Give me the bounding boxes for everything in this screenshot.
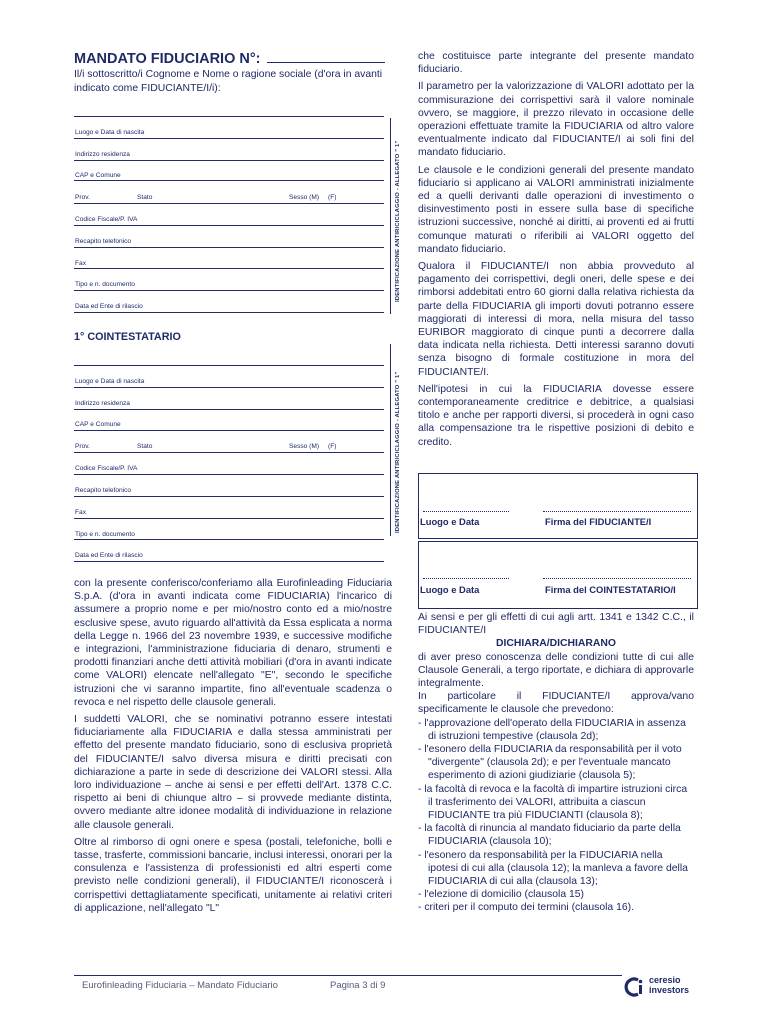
left-paragraph-1: con la presente conferisco/conferiamo alla Eurofinleading Fiduciaria S.p.A. (d'ora in avanti indicata come FIDUCIARIA) l'incarico di assumere a proprio nome e per mio/nostro conto ed a mio/nostre esclusive spese, avuto riguardo all'attività da Essa esplicata a norma della Legge n. 1966 del 23 novembre 1939, e successive modifiche e integrazioni, l'amministrazione fiduciaria di denaro, strumenti e prodotti finanziari anche detti attività mobiliari (d'ora in avanti indicate come VALORI) elencate nell'allegato "E", secondo le specifiche istruzioni che vi saranno impartite, fino all'eventuale scadenza o revoca e nel rispetto delle clausole generali. [74,578,392,708]
coint-field-label-sesso: Sesso (M) [289,443,320,450]
firma-fiduciante-label: Firma del FIDUCIANTE/I [545,516,652,527]
ceresio-logo [624,974,704,1000]
coint-luogo-data-label: Luogo e Data [420,584,480,595]
field-label-codice: Codice Fiscale/P. IVA [75,216,138,223]
right-paragraph-5: Nell'ipotesi in cui la FIDUCIARIA dovesse essere contemporaneamente creditrice e debitrice, a qualsiasi titolo e anche per rapporti diversi, si procederà in ogni caso alla compensazione tra le rispettive posizioni di debito e credito. [418,383,694,448]
clause-item: - criteri per il computo dei termini (clausola 16). [418,902,634,914]
logo-line-2: investors [649,985,690,995]
declaration-particular: In particolare il FIDUCIANTE/I approva/vano specificamente le clausole che prevedono: [418,691,694,716]
coint-field-line-tipo[interactable] [74,539,384,540]
cointestatario-signature-line[interactable] [543,578,691,579]
footer-divider [74,975,622,976]
mandate-number-field[interactable] [267,50,385,63]
side-divider [390,118,391,314]
field-line-data-ente[interactable] [74,312,384,313]
field-label-luogo: Luogo e Data di nascita [75,129,145,136]
field-line-fax[interactable] [74,268,384,269]
field-label-data-ente: Data ed Ente di rilascio [75,303,143,310]
coint-field-label-fax: Fax [75,509,86,516]
coint-field-line-luogo[interactable] [74,387,384,388]
coint-field-line-recapito[interactable] [74,496,384,497]
clause-item: - l'elezione di domicilio (clausola 15) [418,889,585,901]
coint-field-label-cap: CAP e Comune [75,421,121,428]
coint-field-line-fax[interactable] [74,518,384,519]
field-label-indirizzo: Indirizzo residenza [75,151,130,158]
left-paragraph-3: Oltre al rimborso di ogni onere e spesa (postali, telefoniche, bolli e tasse, trasferte, commissioni bancarie, inclusi interessi, onorari per la consulenza e l'assistenza di professionisti ed altri esperti come previsto nelle condizioni generali), il FIDUCIANTE/I riconoscerà i corrispettivi dettagliatamente specificati, unitamente ai relativi criteri di applicazione, nell'allegato "L" [74,836,392,914]
field-line-recapito[interactable] [74,247,384,248]
field-label-sesso: Sesso (M) [289,194,320,201]
field-label-prov: Prov. [75,194,90,201]
coint-field-line-data-ente[interactable] [74,561,384,562]
signature-box-fiduciante[interactable] [418,473,698,539]
date-signature-line[interactable] [423,511,509,512]
coint-field-line-indirizzo[interactable] [74,409,384,410]
firma-cointestatario-label: Firma del COINTESTATARIO/I [545,584,676,595]
page-title [74,50,385,67]
clause-item: - l'esonero della FIDUCIARIA da responsabilità per il voto "divergente" (clausola 2d); e per l'eventuale mancato esperimento di azioni giudiziarie (clausola 5); [418,744,682,782]
ceresio-logo-icon [624,976,646,998]
fiduciante-signature-line[interactable] [543,511,691,512]
coint-field-label-tipo: Tipo e n. documento [75,531,135,538]
field-line-prov[interactable] [74,203,384,204]
clause-item: - la facoltà di revoca e la facoltà di impartire istruzioni circa il trasferimento dei VALORI, attribuita a ciascun FIDUCIANTE tra più FIDUCIANTI (clausola 8); [418,783,688,822]
coint-field-label-prov: Prov. [75,443,90,450]
field-line-codice[interactable] [74,225,384,226]
logo-line-1: ceresio [649,975,681,985]
right-paragraph-2: Il parametro per la valorizzazione di VALORI adottato per la commisurazione dei corrispettivi sarà il valore nominale ovvero, se maggiore, il prezzo rilevato in occasione delle operazioni effettuate tramite la FIDUCIARIA od altro valore eventualmente indicato dal FIDUCIANTE/I ai soli fini del mandato fiduciario. [418,81,694,159]
field-line-cap[interactable] [74,180,384,181]
clause-item: - la facoltà di rinuncia al mandato fiduciario da parte della FIDUCIARIA (clausola 10); [418,823,681,848]
footer-page-number: Pagina 3 di 9 [330,980,386,991]
field-line-luogo[interactable] [74,138,384,139]
field-line-tipo[interactable] [74,290,384,291]
intro-text: Il/i sottoscritto/i Cognome e Nome o ragione sociale (d'ora in avanti indicato come FIDUCIANTE/I/i): [74,69,383,94]
field-label-f: (F) [328,194,337,201]
coint-field-line-prov[interactable] [74,452,384,453]
right-paragraph-4: Qualora il FIDUCIANTE/I non abbia provveduto al pagamento dei corrispettivi, degli oneri, delle spese e dei rimborsi addebitati entro 60 giorni dalla relativa richiesta da parte della FIDUCIARIA gli importi dovuti potranno essere maggiorati di interessi di mora, nella misura del tasso EURIBOR maggiorato di cinque punti a decorrere dalla data indicata nella richiesta. Detti interessi saranno dovuti senza bisogno di formale costituzione in mora del FIDUCIANTE/I. [418,261,694,378]
field-label-tipo: Tipo e n. documento [75,281,135,288]
coint-name-field-line[interactable] [74,365,384,366]
coint-field-label-indirizzo: Indirizzo residenza [75,400,130,407]
luogo-data-label: Luogo e Data [420,516,480,527]
coint-field-line-codice[interactable] [74,474,384,475]
coint-field-line-cap[interactable] [74,430,384,431]
field-label-recapito: Recapito telefonico [75,238,132,245]
coint-field-label-codice: Codice Fiscale/P. IVA [75,465,138,472]
field-label-cap: CAP e Comune [75,172,121,179]
coint-field-label-f: (F) [328,443,337,450]
right-paragraph-1: che costituisce parte integrante del presente mandato fiduciario. [418,51,694,76]
coint-field-label-data-ente: Data ed Ente di rilascio [75,552,143,559]
declaration-block [418,611,694,915]
declaration-intro: Ai sensi e per gli effetti di cui agli artt. 1341 e 1342 C.C., il FIDUCIANTE/I [418,612,694,637]
field-label-fax: Fax [75,260,86,267]
clause-item: - l'approvazione dell'operato della FIDUCIARIA in assenza di istruzioni tempestive (clausola 2d); [418,717,686,742]
coint-date-signature-line[interactable] [423,578,509,579]
coint-side-label-antiriciclaggio: IDENTIFICAZIONE ANTIRICICLAGGIO - ALLEGATO " 1" [395,371,401,533]
side-label-antiriciclaggio: IDENTIFICAZIONE ANTIRICICLAGGIO - ALLEGATO " 1" [395,140,401,302]
footer-document-name: Eurofinleading Fiduciaria – Mandato Fiduciario [82,980,278,991]
coint-field-label-stato: Stato [137,443,153,450]
coint-side-divider [390,344,391,536]
clause-item: - l'esonero da responsabilità per la FIDUCIARIA nella ipotesi di cui alla (clausola 12); la manleva a favore della FIDUCIARIA di cui alla (clausola 13); [418,849,688,888]
left-paragraph-2: I suddetti VALORI, che se nominativi potranno essere intestati fiduciariamente alla FIDUCIARIA e dalla stessa amministrati per effetto del presente mandato fiduciario, sono di esclusiva proprietà del FIDUCIANTE/I salvo diversa misura e diritti precisati con dichiarazione a parte in sede di descrizione dei VALORI stessi. Alla loro individuazione – anche ai sensi e per effetti dell'Art. 1378 C.C. rispetto ai beni di chiunque altro – si provvede mediante distinta, ovvero mediante altre idonee modalità di individuazione in relazione alle clausole generali. [74,714,392,831]
name-field-line[interactable] [74,116,384,117]
declaration-heading: DICHIARA/DICHIARANO [495,638,617,650]
cointestatario-heading: 1° COINTESTATARIO [74,331,181,343]
title-text: MANDATO FIDUCIARIO N°: [74,51,261,67]
coint-field-label-luogo: Luogo e Data di nascita [75,378,145,385]
field-label-stato: Stato [137,194,153,201]
coint-field-label-recapito: Recapito telefonico [75,487,132,494]
signature-box-cointestatario[interactable] [418,541,698,609]
field-line-indirizzo[interactable] [74,160,384,161]
right-paragraph-3: Le clausole e le condizioni generali del presente mandato fiduciario si applicano ai VALORI amministrati inizialmente ed a quelli derivanti dalle operazioni di investimento o disinvestimento posti in essere sulla base di specifiche istruzioni successive, nonché ai diritti, ai proventi ed ai frutti comunque maturati o riferibili ai VALORI oggetto del mandato fiduciario. [418,164,694,255]
clauses-list [418,717,694,915]
left-body [74,577,392,919]
right-body [418,50,694,453]
declaration-text: di aver preso conoscenza delle condizioni tutte di cui alle Clausole Generali, a tergo riportate, e dichiara di approvarle integralmente. [418,651,694,690]
